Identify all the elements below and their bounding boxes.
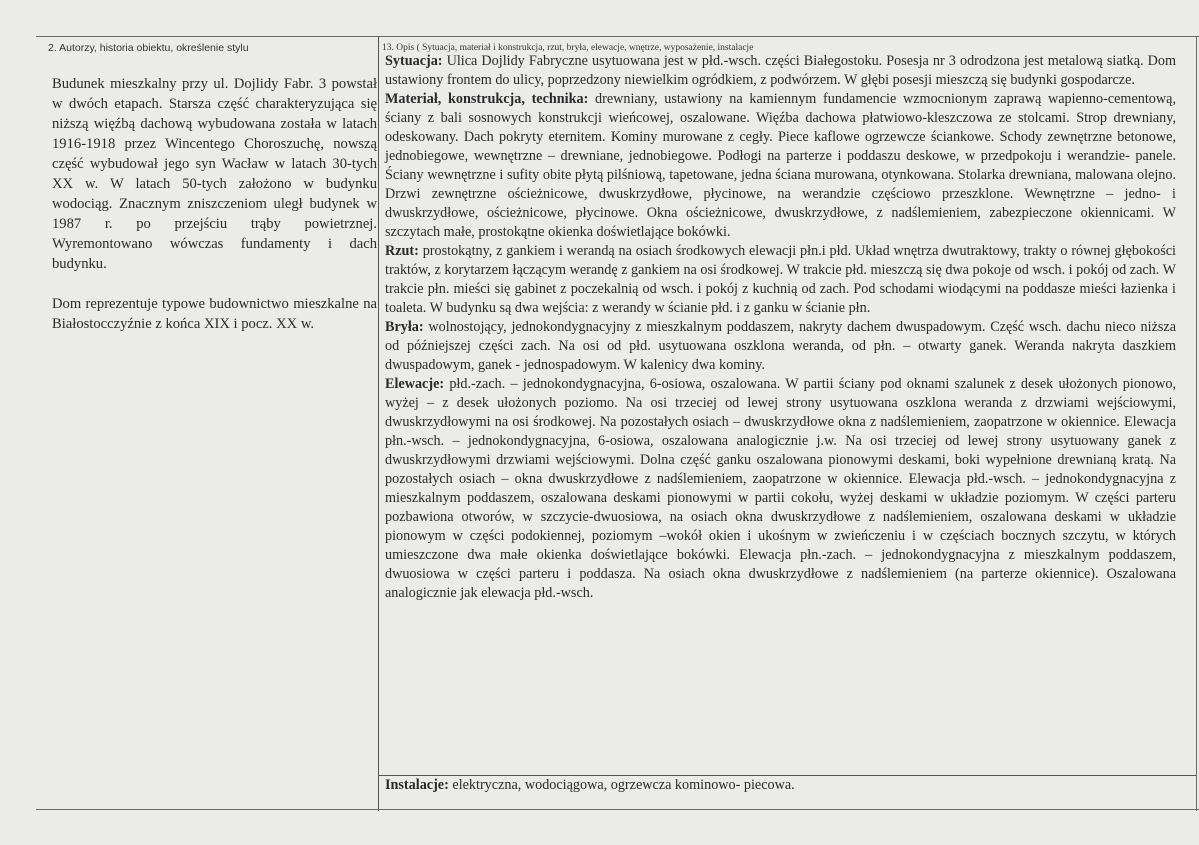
- section-instalacje: [385, 776, 1165, 795]
- column-divider: [378, 36, 379, 811]
- material-label: Materiał, konstrukcja, technika:: [385, 91, 589, 107]
- sytuacja-text: Ulica Dojlidy Fabryczne usytuowana jest w płd.-wsch. części Białegostoku. Posesja nr 3 odrodzona jest metalową siatką. Dom ustawiony frontem do ulicy, poprzedzony niewielkim ogródkiem, z podwórzem. W głębi posesji mieszczą się budynki gospodarcze.: [385, 53, 1176, 88]
- sytuacja-label: Sytuacja:: [385, 53, 443, 69]
- table-border-top: [36, 36, 1199, 37]
- elewacje-label: Elewacje:: [385, 376, 445, 392]
- section-rzut: [385, 242, 1176, 318]
- section-sytuacja: [385, 52, 1176, 90]
- description-column: [385, 52, 1176, 603]
- section-elewacje: [385, 375, 1176, 603]
- style-paragraph: Dom reprezentuje typowe budownictwo mieszkalne na Białostocczyźnie z końca XIX i pocz. XX w.: [52, 296, 377, 332]
- instalacje-label: Instalacje:: [385, 777, 449, 793]
- section-bryla: [385, 318, 1176, 375]
- rzut-label: Rzut:: [385, 243, 419, 259]
- instalacje-text: elektryczna, wodociągowa, ogrzewcza kominowo- piecowa.: [448, 777, 795, 793]
- table-border-bottom: [36, 809, 1199, 810]
- bryla-label: Bryła:: [385, 319, 424, 335]
- right-column-header: 13. Opis ( Sytuacja, materiał i konstrukcja, rzut, bryła, elewacje, wnętrze, wyposażenie, instalacje: [382, 43, 754, 53]
- history-paragraph: Budunek mieszkalny przy ul. Dojlidy Fabr. 3 powstał w dwóch etapach. Starsza część charakteryzująca się niższą więźbą dachową wybudowana została w latach 1916-1918 przez Wincentego Choroszuchę, nowszą część wybudował jego syn Wacław w latach 30-tych XX w. W latach 50-tych założono w budynku wodociąg. Znacznym zniszczeniom uległ budynek w 1987 r. po przejściu trąby powietrznej. Wyremontowano wówczas fundamenty i dach budynku.: [52, 76, 377, 272]
- rzut-text: prostokątny, z gankiem i werandą na osiach środkowych elewacji płn.i płd. Układ wnętrza dwutraktowy, trakty o równej głębokości traktów, z korytarzem łączącym werandę z gankiem na osi środkowej. W trakcie płd. mieszczą się dwa pokoje od wsch. i pokój od zach. W trakcie płn. mieści się gabinet z poczekalnią od wsch. i pokój z kuchnią od zach. Pod schodami wiodącymi na poddasze mieści łazienka i toaleta. W budynku są dwa wejścia: z werandy w ścianie płd. i z ganku w ścianie płn.: [385, 243, 1176, 316]
- bryla-text: wolnostojący, jednokondygnacyjny z mieszkalnym poddaszem, nakryty dachem dwuspadowym. Część wsch. dachu nieco niższa od późniejszej części zach. Na osi od płd. usytuowana oszklona weranda, od płn. – otwarty ganek. Weranda nakryta daszkiem dwuspadowym, ganek - jednospadowym. W kalenicy dwa kominy.: [385, 319, 1176, 373]
- section-material: [385, 90, 1176, 242]
- elewacje-text: płd.-zach. – jednokondygnacyjna, 6-osiowa, oszalowana. W partii ściany pod oknami szalunek z desek ułożonych pionowo, wyżej – z desek ułożonych poziomo. Na osi trzeciej od lewej strony usytuowana oszklona weranda z drzwiami wejściowymi, dwuskrzydłowymi na osi środkowej. Na pozostałych osiach – dwuskrzydłowe okna z nadślemieniem, zaopatrzone w okiennice. Elewacja płn.-wsch. – jednokondygnacyjna, 6-osiowa, oszalowana analogicznie j.w. Na osi trzeciej od lewej strony usytuowany ganek z dwuskrzydłowymi drzwiami wejściowymi. Dolna część ganku oszalowana pionowymi deskami, boki wypełnione drewnianą kratą. Na pozostałych osiach – okna dwuskrzydłowe z nadślemieniem, zaopatrzone w okiennice. Elewacja płd.-wsch. – jednokondygnacyjna z mieszkalnym poddaszem, oszalowana deskami pionowymi w partii cokołu, wyżej deskami w układzie poziomym. W części parteru pozbawiona otworów, w szczycie-dwuosiowa, na osiach okna dwuskrzydłowe z nadślemieniem, oszalowana deskami w układzie pionowym w części podokiennej, poziomym –wokół okien i ukośnym w zwieńczeniu i w częściach bocznych szczytu, w których umieszczone dwa małe okienka doświetlające bokówki. Elewacja płn.-zach. – jednokondygnacyjna z mieszkalnym poddaszem, dwuosiowa w części parteru i poddasza. Na osiach okna dwuskrzydłowe z nadślemieniem (na parterze okiennice). Oszalowana analogicznie jak elewacja płd.-wsch.: [385, 376, 1176, 601]
- material-text: drewniany, ustawiony na kamiennym fundamencie wzmocnionym zaprawą wapienno-cementową, ściany z bali sosnowych konstrukcji wieńcowej, oszalowane. Więźba dachowa płatwiowo-kleszczowa ze stolcami. Strop drewniany, odeskowany. Dach pokryty eternitem. Kominy murowane z cegły. Piece kaflowe ogrzewcze ściankowe. Schody zewnętrzne betonowe, jednobiegowe, wewnętrzne – drewniane, jednobiegowe. Podłogi na parterze i poddaszu deskowe, w przedpokoju i werandzie- panele. Ściany wewnętrzne i sufity obite płytą pilśniową, tapetowane, jedna ściana murowana, otynkowana. Stolarka drewniana, malowana olejno. Drzwi zewnętrzne ościeżnicowe, dwuskrzydłowe, płycinowe, na werandzie częściowo przeszklone. Wewnętrzne – jedno- i dwuskrzydłowe, ościeżnicowe, płycinowe. Okna ościeżnicowe, dwuskrzydłowe, z nadślemieniem, zabezpieczone okiennicami. W szczytach małe, prostokątne okienka doświetlające bokówki.: [385, 91, 1176, 240]
- table-border-right: [1196, 36, 1197, 811]
- left-column-header: 2. Autorzy, historia obiektu, określenie stylu: [48, 42, 249, 54]
- history-column: [52, 74, 377, 334]
